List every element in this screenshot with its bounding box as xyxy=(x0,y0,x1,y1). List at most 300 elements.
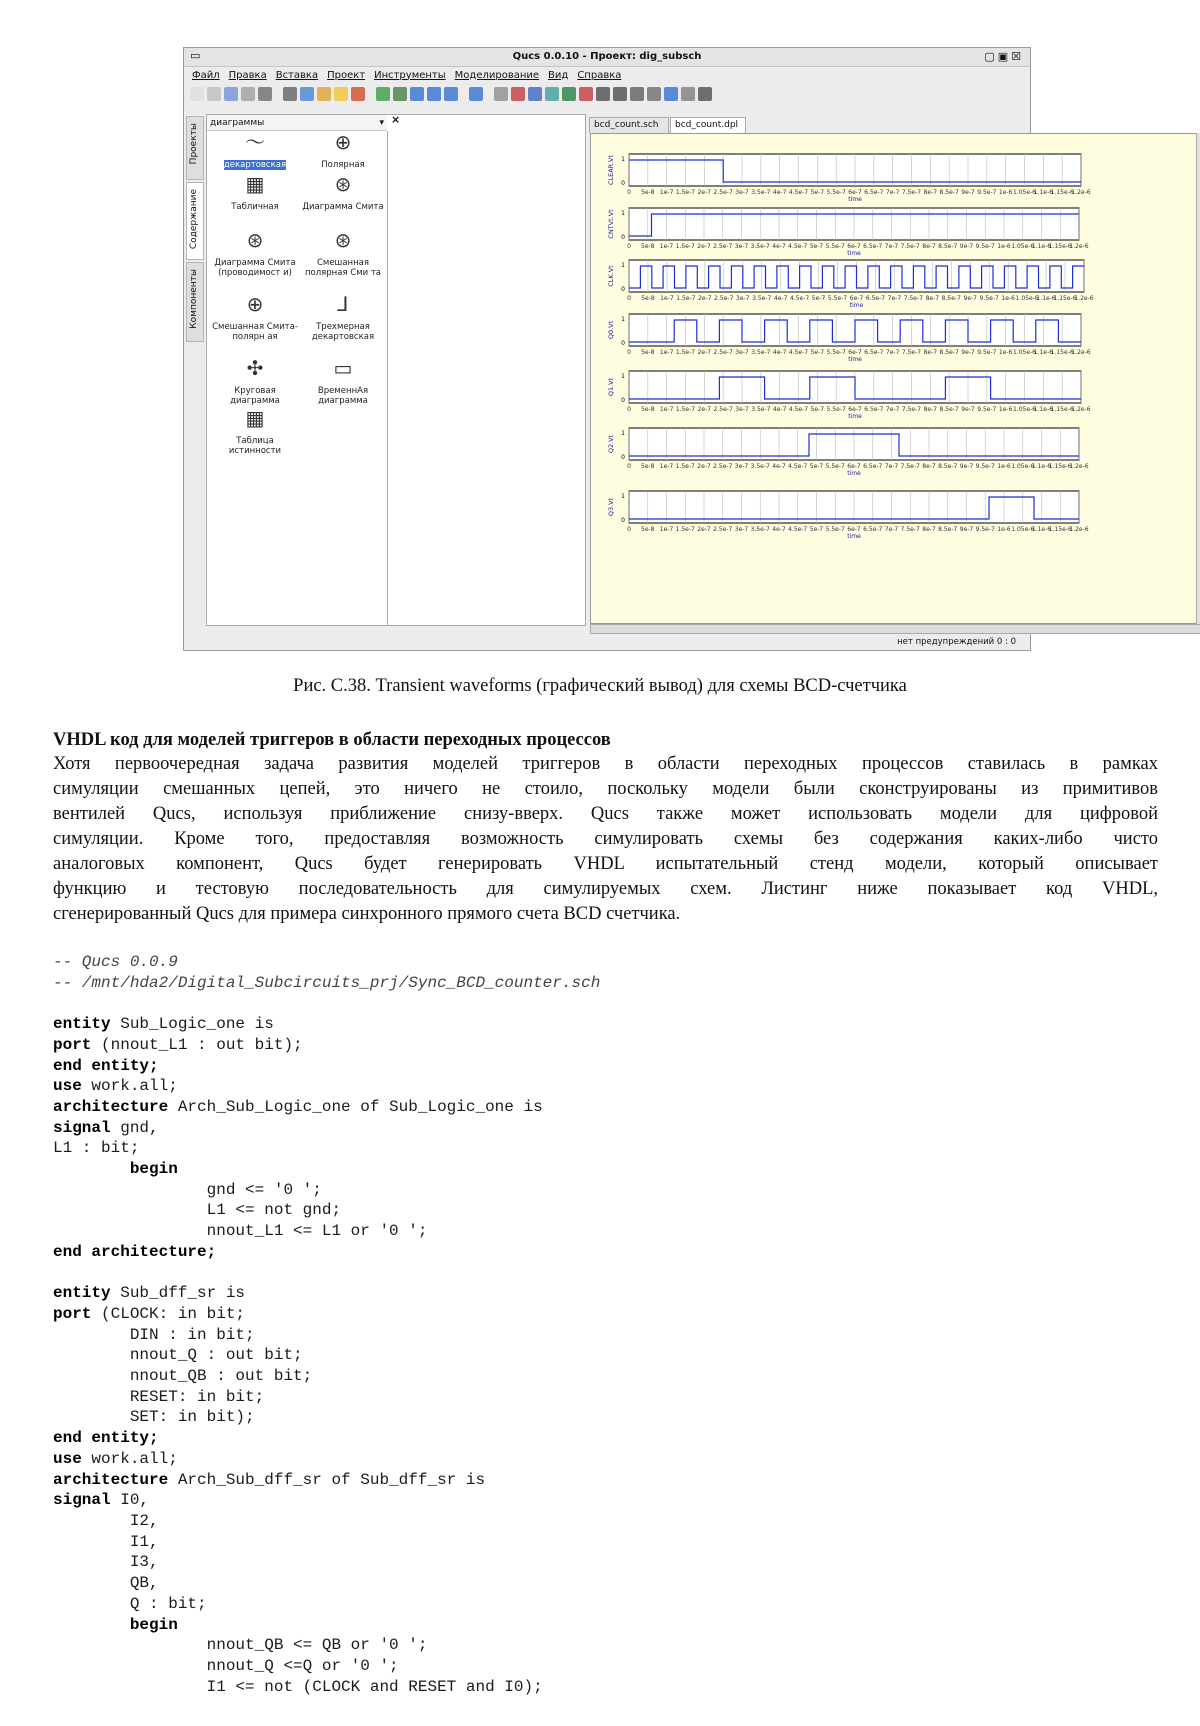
x-tick-label: 9.5e-7 xyxy=(975,526,995,533)
undo-icon[interactable] xyxy=(300,87,314,101)
x-tick-label: 1e-7 xyxy=(659,526,674,533)
code-keyword: end architecture; xyxy=(53,1242,217,1261)
x-tick-label: 6.5e-7 xyxy=(865,295,886,302)
code-text: (nnout_L1 : out bit); xyxy=(91,1035,303,1054)
x-tick-label: 1.5e-7 xyxy=(675,349,696,356)
chevron-down-icon: ▾ xyxy=(379,118,384,128)
x-tick-label: 4e-7 xyxy=(772,526,786,533)
x-tick-label: 7e-7 xyxy=(885,189,900,196)
x-tick-label: 7e-7 xyxy=(884,463,899,470)
x-tick-label: 9e-7 xyxy=(959,463,974,470)
x-tick-label: 7.5e-7 xyxy=(903,295,923,302)
code-line xyxy=(53,1180,600,1201)
menu-item[interactable]: Инструменты xyxy=(374,69,446,81)
component-smith[interactable] xyxy=(299,172,387,212)
y-tick-label: 0 xyxy=(621,234,625,241)
y-tick-label: 1 xyxy=(621,156,625,163)
code-text: nnout_QB <= QB or '0 '; xyxy=(53,1636,428,1655)
x-tick-label: 5.5e-7 xyxy=(825,243,845,250)
menu-item[interactable]: Файл xyxy=(192,69,220,81)
component-table[interactable] xyxy=(211,172,299,212)
x-tick-label: 4.5e-7 xyxy=(788,526,808,533)
code-text: L1 <= not gnd; xyxy=(53,1201,342,1220)
x-axis-label: time xyxy=(848,356,862,363)
x-tick-label: 2e-7 xyxy=(697,243,711,250)
x-tick-label: 9.5e-7 xyxy=(979,295,999,302)
x-tick-label: 5.5e-7 xyxy=(826,406,846,413)
zoom-1-icon[interactable] xyxy=(469,87,483,101)
x-tick-label: 7.5e-7 xyxy=(900,243,920,250)
x-tick-label: 8.5e-7 xyxy=(939,189,959,196)
paragraph-line: вентилей Qucs, используя приближение снизу-вверх. Qucs также может использовать модели для цифровой xyxy=(53,804,1158,824)
component-admittance-smith[interactable] xyxy=(211,228,299,278)
code-line xyxy=(53,993,600,1014)
x-tick-label: 0 xyxy=(627,295,631,302)
marker-icon[interactable] xyxy=(681,87,695,101)
zoom-fit-icon[interactable] xyxy=(410,87,424,101)
x-axis-label: time xyxy=(848,413,862,420)
polar-icon: ⊕ xyxy=(334,130,352,154)
x-tick-label: 1.15e-6 xyxy=(1048,526,1072,533)
code-text: -- Qucs 0.0.9 xyxy=(53,953,178,971)
x-tick-label: 1.05e-6 xyxy=(1011,526,1035,533)
x-tick-label: 1.1e-6 xyxy=(1031,526,1052,533)
code-text: Arch_Sub_dff_sr of Sub_dff_sr is xyxy=(168,1470,486,1489)
x-tick-label: 3e-7 xyxy=(735,349,749,356)
cut-icon[interactable] xyxy=(317,87,331,101)
code-text: I1 <= not (CLOCK and RESET and I0); xyxy=(53,1677,543,1696)
code-text: Sub_Logic_one is xyxy=(110,1015,274,1034)
x-tick-label: 1e-7 xyxy=(659,349,674,356)
x-tick-label: 1e-6 xyxy=(1001,295,1015,302)
smith-icon: ⊛ xyxy=(334,172,352,196)
tab-contents-label: Содержание xyxy=(189,189,199,250)
menu-bar xyxy=(184,67,1030,83)
save-icon[interactable] xyxy=(224,87,238,101)
component-label: Диаграмма Смита xyxy=(302,202,384,212)
x-tick-label: 2.5e-7 xyxy=(713,526,733,533)
code-line xyxy=(53,1283,600,1304)
x-tick-label: 5e-8 xyxy=(641,243,655,250)
x-tick-label: 2.5e-7 xyxy=(713,406,733,413)
x-tick-label: 4e-7 xyxy=(772,406,787,413)
x-tick-label: 4.5e-7 xyxy=(788,406,809,413)
x-tick-label: 5e-7 xyxy=(810,406,825,413)
x-tick-label: 4e-7 xyxy=(772,189,787,196)
x-tick-label: 1.2e-6 xyxy=(1071,406,1091,413)
menu-item[interactable]: Проект xyxy=(327,69,366,81)
tab-projects[interactable] xyxy=(186,116,204,180)
paragraph-line: аналоговых компонент, Qucs будет генерировать VHDL испытательный стенд модели, который описывает xyxy=(53,854,1158,874)
menu-item[interactable]: Справка xyxy=(577,69,622,81)
component-list xyxy=(207,131,388,626)
code-keyword: end entity; xyxy=(53,1056,159,1075)
x-tick-label: 1.2e-6 xyxy=(1071,349,1091,356)
copy-icon[interactable] xyxy=(334,87,348,101)
polar-smith-icon: ⊛ xyxy=(334,228,352,252)
print-icon[interactable] xyxy=(258,87,272,101)
simulate-icon[interactable] xyxy=(630,87,644,101)
x-tick-label: 1.5e-7 xyxy=(675,463,695,470)
x-tick-label: 1.5e-7 xyxy=(675,189,696,196)
code-keyword: begin xyxy=(53,1160,178,1179)
timing-icon: ▭ xyxy=(333,356,353,380)
x-tick-label: 7e-7 xyxy=(885,406,900,413)
document-tabs xyxy=(586,114,1030,134)
delete-icon[interactable] xyxy=(511,87,525,101)
close-icon[interactable]: × xyxy=(391,113,401,126)
x-tick-label: 9e-7 xyxy=(961,349,975,356)
component-cartesian[interactable] xyxy=(211,130,299,170)
code-text: I2, xyxy=(53,1511,159,1530)
code-keyword: use xyxy=(53,1077,82,1096)
x-tick-label: 6.5e-7 xyxy=(864,189,884,196)
code-line xyxy=(53,1428,600,1449)
paste-icon[interactable] xyxy=(351,87,365,101)
x-tick-label: 1.05e-6 xyxy=(1012,406,1037,413)
x-tick-label: 8e-7 xyxy=(923,349,938,356)
code-text: I3, xyxy=(53,1553,159,1572)
menu-item[interactable]: Моделирование xyxy=(454,69,540,81)
x-tick-label: 7.5e-7 xyxy=(901,189,922,196)
code-text: L1 : bit; xyxy=(53,1139,140,1158)
x-tick-label: 1.15e-6 xyxy=(1048,243,1072,250)
x-tick-label: 3.5e-7 xyxy=(750,463,770,470)
x-tick-label: 9.5e-7 xyxy=(977,349,997,356)
x-tick-label: 6e-7 xyxy=(849,295,864,302)
x-tick-label: 9e-7 xyxy=(961,189,975,196)
x-tick-label: 1.5e-7 xyxy=(675,526,695,533)
code-keyword: use xyxy=(53,1449,82,1468)
paragraph-line: функцию и тестовую последовательность для симулируемых схем. Листинг ниже показывает код VHDL, xyxy=(53,879,1158,899)
code-text: nnout_Q : out bit; xyxy=(53,1346,303,1365)
x-tick-label: 6e-7 xyxy=(847,463,861,470)
x-tick-label: 8.5e-7 xyxy=(939,349,959,356)
x-tick-label: 5.5e-7 xyxy=(826,349,846,356)
code-line xyxy=(53,1532,600,1553)
code-keyword: architecture xyxy=(53,1470,169,1489)
code-line xyxy=(53,1490,600,1511)
x-tick-label: 0 xyxy=(627,243,631,250)
component-smith-polar[interactable] xyxy=(211,292,299,342)
x-tick-label: 8e-7 xyxy=(922,463,936,470)
x-tick-label: 1e-6 xyxy=(997,243,1011,250)
y-axis-label: Q0.Vt xyxy=(607,320,615,340)
x-tick-label: 3e-7 xyxy=(735,406,749,413)
x-tick-label: 7.5e-7 xyxy=(900,463,920,470)
x-tick-label: 7e-7 xyxy=(884,243,899,250)
redo2-icon[interactable] xyxy=(393,87,407,101)
code-text: -- /mnt/hda2/Digital_Subcircuits_prj/Sync_BCD_counter.sch xyxy=(53,973,601,992)
waveform-plot xyxy=(607,260,1094,309)
x-tick-label: 5e-8 xyxy=(641,526,655,533)
code-line xyxy=(53,1263,600,1284)
component-polar[interactable] xyxy=(299,130,387,170)
save-all-icon[interactable] xyxy=(241,87,255,101)
component-label: декартовская xyxy=(223,160,287,170)
x-tick-label: 9.5e-7 xyxy=(977,406,997,413)
zoom-in-icon[interactable] xyxy=(427,87,441,101)
x-tick-label: 1.15e-6 xyxy=(1050,189,1074,196)
x-tick-label: 4e-7 xyxy=(772,349,787,356)
zoom-out-icon[interactable] xyxy=(444,87,458,101)
x-tick-label: 1.05e-6 xyxy=(1012,349,1037,356)
paragraph-line: симуляции. Кроме того, предоставляя возможность симулировать схемы без содержания каких-либо чисто xyxy=(53,829,1158,849)
smith-polar-icon: ⊕ xyxy=(246,292,264,316)
x-tick-label: 6e-7 xyxy=(848,349,862,356)
mirror-icon[interactable] xyxy=(528,87,542,101)
code-line xyxy=(53,1366,600,1387)
x-axis-label: time xyxy=(847,250,861,257)
x-tick-label: 5e-7 xyxy=(810,189,825,196)
locus-icon: ✣ xyxy=(246,356,264,380)
tab-bcd-count-dpl[interactable]: bcd_count.dpl xyxy=(670,117,746,133)
component-label: Табличная xyxy=(231,202,279,212)
x-tick-label: 5e-8 xyxy=(641,295,655,302)
x-tick-label: 4.5e-7 xyxy=(788,349,809,356)
port-icon[interactable] xyxy=(613,87,627,101)
side-tab-strip xyxy=(184,114,206,626)
x-tick-label: 9e-7 xyxy=(963,295,977,302)
code-line xyxy=(53,1138,600,1159)
code-line xyxy=(53,1677,600,1698)
x-tick-label: 1e-7 xyxy=(659,243,674,250)
help-icon[interactable] xyxy=(698,87,712,101)
x-tick-label: 8.5e-7 xyxy=(939,406,959,413)
x-tick-label: 6.5e-7 xyxy=(863,526,883,533)
code-line xyxy=(53,952,600,973)
y-axis-label: CLK.Vt xyxy=(607,265,615,287)
code-listing xyxy=(53,952,600,1697)
component-locus[interactable] xyxy=(211,356,299,406)
open-icon[interactable] xyxy=(207,87,221,101)
x-tick-label: 6.5e-7 xyxy=(864,406,884,413)
x-tick-label: 7.5e-7 xyxy=(901,349,922,356)
y-axis-label: CLEAR.Vt xyxy=(607,154,615,186)
x-tick-label: 2.5e-7 xyxy=(713,349,733,356)
code-text: gnd <= '0 '; xyxy=(53,1180,322,1199)
x-tick-label: 1.5e-7 xyxy=(675,406,696,413)
code-line xyxy=(53,1056,600,1077)
x-tick-label: 5.5e-7 xyxy=(826,189,846,196)
y-axis-label: Q1.Vt xyxy=(607,377,615,397)
component-label: Смешанная полярная Сми та xyxy=(304,258,381,278)
tab-projects-label: Проекты xyxy=(189,123,199,165)
x-tick-label: 8e-7 xyxy=(923,406,938,413)
x-tick-label: 0 xyxy=(627,349,631,356)
x-tick-label: 4e-7 xyxy=(773,295,788,302)
new-icon[interactable] xyxy=(190,87,204,101)
select-icon[interactable] xyxy=(494,87,508,101)
x-tick-label: 8.5e-7 xyxy=(938,526,958,533)
x-tick-label: 4.5e-7 xyxy=(788,463,808,470)
code-keyword: signal xyxy=(53,1491,111,1510)
x-tick-label: 7.5e-7 xyxy=(900,526,920,533)
horizontal-scrollbar[interactable] xyxy=(590,624,1200,634)
x-tick-label: 8e-7 xyxy=(925,295,940,302)
code-line xyxy=(53,1242,600,1263)
x-axis-label: time xyxy=(847,470,861,477)
y-axis-label: Q3.Vt xyxy=(607,497,615,517)
x-tick-label: 0 xyxy=(627,406,631,413)
code-keyword: architecture xyxy=(53,1097,169,1116)
code-line xyxy=(53,1387,600,1408)
x-tick-label: 5.5e-7 xyxy=(827,295,848,302)
component-timing[interactable] xyxy=(299,356,387,406)
x-tick-label: 0 xyxy=(627,526,631,533)
code-text: nnout_L1 <= L1 or '0 '; xyxy=(53,1222,428,1241)
code-text: Sub_dff_sr is xyxy=(110,1284,246,1303)
dpl-icon[interactable] xyxy=(647,87,661,101)
x-tick-label: 4.5e-7 xyxy=(788,243,808,250)
x-tick-label: 5e-7 xyxy=(809,243,824,250)
x-tick-label: 1.15e-6 xyxy=(1053,295,1077,302)
y-tick-label: 1 xyxy=(621,430,625,437)
x-tick-label: 5e-7 xyxy=(810,349,825,356)
y-tick-label: 0 xyxy=(621,340,625,347)
wire-icon[interactable] xyxy=(562,87,576,101)
x-tick-label: 3.5e-7 xyxy=(752,295,772,302)
x-tick-label: 6.5e-7 xyxy=(863,463,883,470)
x-tick-label: 4e-7 xyxy=(772,463,786,470)
x-tick-label: 2e-7 xyxy=(697,463,711,470)
component-group-select[interactable] xyxy=(207,115,387,131)
y-tick-label: 0 xyxy=(621,180,625,187)
x-tick-label: 1.2e-6 xyxy=(1069,243,1089,250)
x-tick-label: 6e-7 xyxy=(848,189,862,196)
vertical-scrollbar[interactable] xyxy=(1196,133,1200,624)
menu-item[interactable]: Вставка xyxy=(275,69,319,81)
redo-icon[interactable] xyxy=(376,87,390,101)
code-text: work.all; xyxy=(81,1077,178,1096)
code-line xyxy=(53,1097,600,1118)
code-keyword: port xyxy=(53,1035,92,1054)
components-panel xyxy=(206,114,586,626)
component-label: Смешанная Смита-полярн ая xyxy=(212,322,298,342)
x-tick-label: 1.1e-6 xyxy=(1031,243,1052,250)
x-tick-label: 5e-8 xyxy=(641,406,655,413)
x-tick-label: 9e-7 xyxy=(959,526,974,533)
x-tick-label: 1.2e-6 xyxy=(1071,189,1091,196)
label-icon[interactable] xyxy=(579,87,593,101)
x-tick-label: 1.05e-6 xyxy=(1011,463,1035,470)
code-keyword: port xyxy=(53,1304,92,1323)
y-tick-label: 0 xyxy=(621,286,625,293)
waveform-trace xyxy=(629,266,1084,288)
x-tick-label: 1e-7 xyxy=(659,189,674,196)
x-tick-label: 5.5e-7 xyxy=(825,526,845,533)
x-tick-label: 4e-7 xyxy=(772,243,786,250)
x-tick-label: 2.5e-7 xyxy=(714,295,734,302)
component-label: Трехмерная декартовская xyxy=(311,322,375,342)
component-polar-smith[interactable] xyxy=(299,228,387,278)
x-tick-label: 8e-7 xyxy=(922,243,936,250)
figure-caption: Рис. С.38. Transient waveforms (графический вывод) для схемы BCD-счетчика xyxy=(293,676,907,696)
tab-contents[interactable] xyxy=(186,182,204,260)
x-tick-label: 1e-6 xyxy=(998,189,1013,196)
code-line xyxy=(53,1635,600,1656)
component-label: Круговая диаграмма xyxy=(230,386,280,406)
x-axis-label: time xyxy=(849,302,864,309)
x-tick-label: 1.1e-6 xyxy=(1033,406,1053,413)
x-tick-label: 5e-7 xyxy=(811,295,826,302)
x-tick-label: 6.5e-7 xyxy=(864,349,884,356)
x-tick-label: 7e-7 xyxy=(885,349,900,356)
code-keyword: signal xyxy=(53,1118,111,1137)
close-doc-icon[interactable] xyxy=(283,87,297,101)
x-tick-label: 2e-7 xyxy=(697,526,711,533)
x-tick-label: 1e-6 xyxy=(997,463,1011,470)
x-tick-label: 3.5e-7 xyxy=(751,189,771,196)
waveform-plot xyxy=(607,314,1091,363)
y-tick-label: 1 xyxy=(621,493,625,500)
ground-icon[interactable] xyxy=(596,87,610,101)
code-text: nnout_Q <=Q or '0 '; xyxy=(53,1656,399,1675)
waveform-plot xyxy=(607,154,1091,203)
tab-components[interactable] xyxy=(186,262,204,342)
tab-bcd-count-sch[interactable]: bcd_count.sch xyxy=(589,117,669,133)
tab-components-label: Компоненты xyxy=(189,269,199,329)
waveform-plot xyxy=(607,371,1091,420)
y-tick-label: 0 xyxy=(621,397,625,404)
x-tick-label: 9e-7 xyxy=(959,243,974,250)
code-text: (CLOCK: in bit; xyxy=(91,1304,246,1323)
window-menu-icon[interactable]: ▭ xyxy=(190,49,201,62)
x-tick-label: 1e-7 xyxy=(659,463,674,470)
x-tick-label: 3e-7 xyxy=(734,526,749,533)
window-controls[interactable]: ▢▣☒ xyxy=(984,50,1024,63)
component-3d-cartesian[interactable] xyxy=(299,292,387,342)
code-line xyxy=(53,1449,600,1470)
rotate-icon[interactable] xyxy=(545,87,559,101)
x-tick-label: 1e-6 xyxy=(998,349,1013,356)
x-tick-label: 1e-6 xyxy=(997,526,1011,533)
x-tick-label: 1e-7 xyxy=(659,406,674,413)
y-axis-label: CNTVt.Vt xyxy=(607,209,615,239)
equation-icon[interactable] xyxy=(664,87,678,101)
code-line xyxy=(53,1552,600,1573)
code-line xyxy=(53,1345,600,1366)
menu-item[interactable]: Правка xyxy=(228,69,267,81)
body-paragraph xyxy=(53,752,1158,927)
code-keyword: end entity; xyxy=(53,1429,159,1448)
code-text: I1, xyxy=(53,1532,159,1551)
x-tick-label: 1e-7 xyxy=(660,295,674,302)
x-tick-label: 9.5e-7 xyxy=(975,243,995,250)
x-tick-label: 8e-7 xyxy=(923,189,938,196)
x-tick-label: 3.5e-7 xyxy=(751,349,771,356)
component-label: Диаграмма Смита (проводимост и) xyxy=(214,258,296,278)
y-tick-label: 0 xyxy=(621,517,625,524)
code-keyword: entity xyxy=(53,1015,111,1034)
code-line xyxy=(53,1200,600,1221)
x-axis-label: time xyxy=(847,533,861,540)
code-line xyxy=(53,1615,600,1636)
component-truth-table[interactable] xyxy=(211,406,299,456)
code-text: nnout_QB : out bit; xyxy=(53,1367,313,1386)
code-line xyxy=(53,1035,600,1056)
code-line xyxy=(53,1076,600,1097)
code-line xyxy=(53,1014,600,1035)
x-tick-label: 5.5e-7 xyxy=(825,463,845,470)
waveform-plot xyxy=(607,491,1089,540)
x-tick-label: 1.1e-6 xyxy=(1033,349,1053,356)
x-tick-label: 5e-8 xyxy=(641,189,655,196)
waveform-canvas[interactable] xyxy=(590,133,1200,624)
menu-item[interactable]: Вид xyxy=(548,69,569,81)
code-line xyxy=(53,1511,600,1532)
x-tick-label: 2e-7 xyxy=(697,349,712,356)
